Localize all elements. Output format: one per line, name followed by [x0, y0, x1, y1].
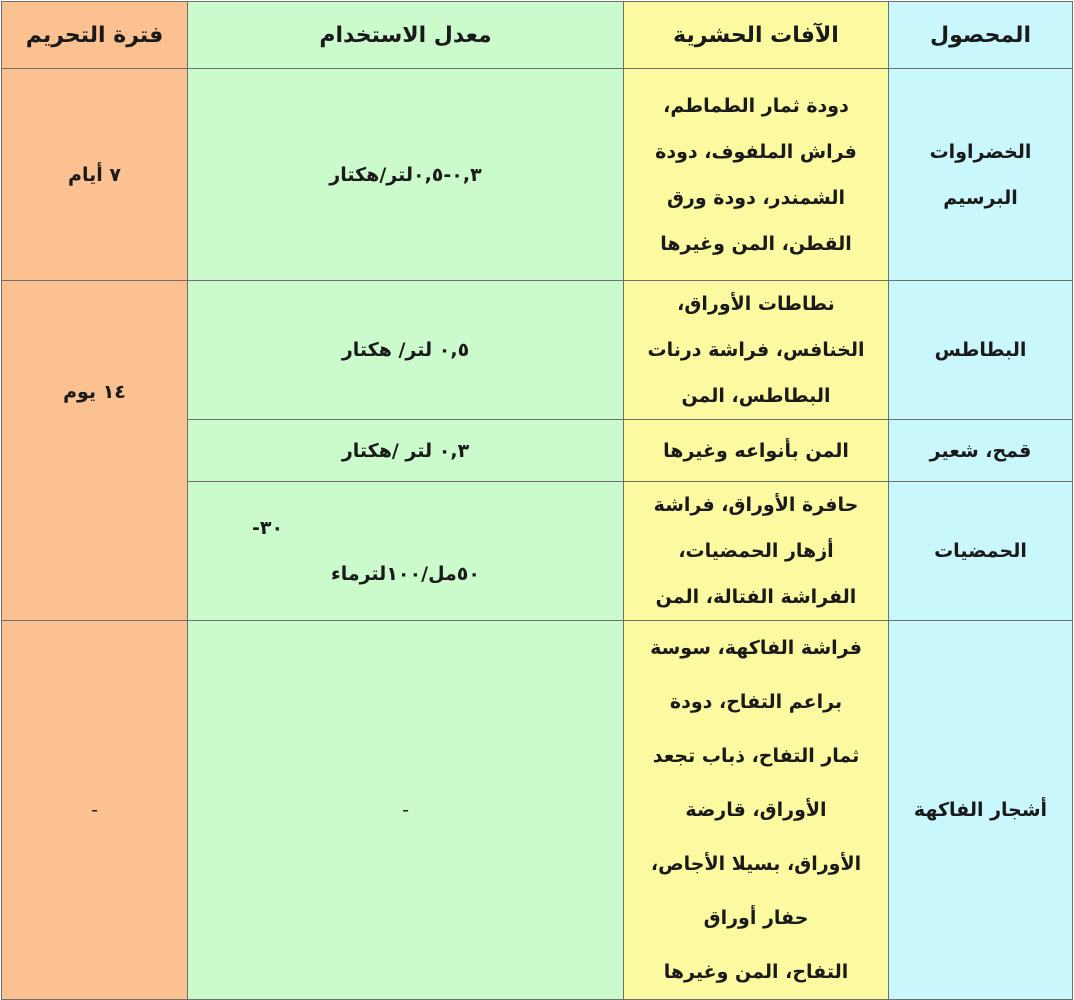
crop-cell: قمح، شعير: [889, 420, 1073, 482]
period-cell: ٧ أيام: [2, 69, 188, 281]
pests-line: ثمار التفاح، ذباب تجعد الأوراق، قارضة: [652, 745, 860, 821]
rate-cell: -: [188, 621, 624, 1000]
crop-line: البرسيم: [943, 186, 1018, 209]
pesticide-table: [1, 1, 1073, 1000]
rate-cell: ٠,٥ لتر/ هكتار: [188, 281, 624, 420]
header-period: فترة التحريم: [2, 2, 188, 69]
table-row: [2, 69, 1073, 281]
period-cell: -: [2, 621, 188, 1000]
rate-cell: ٠,٣-٠,٥لتر/هكتار: [188, 69, 624, 281]
pests-line: التفاح، المن وغيرها: [663, 961, 849, 983]
crop-cell: الحمضيات: [889, 482, 1073, 621]
rate-cell: ٠,٣ لتر /هكتار: [188, 420, 624, 482]
header-row: [2, 2, 1073, 69]
rate-line: ٣٠-: [252, 517, 284, 539]
pests-line: الفراشة الفتالة، المن: [655, 586, 857, 608]
pests-line: فراشة الفاكهة، سوسة براعم التفاح، دودة: [650, 637, 862, 713]
table-row: [2, 281, 1073, 420]
header-pests: الآفات الحشرية: [624, 2, 889, 69]
header-crop: المحصول: [889, 2, 1073, 69]
pests-line: البطاطس، المن: [681, 385, 831, 407]
pests-line: الشمندر، دودة ورق القطن، المن وغيرها: [660, 186, 852, 255]
pests-cell: المن بأنواعه وغيرها: [624, 420, 889, 482]
pests-cell: [624, 281, 889, 420]
crop-cell: [889, 69, 1073, 281]
pests-cell: [624, 482, 889, 621]
pests-line: حافرة الأوراق، فراشة أزهار الحمضيات،: [653, 494, 859, 562]
header-rate: معدل الاستخدام: [188, 2, 624, 69]
period-cell: ١٤ يوم: [2, 281, 188, 621]
crop-line: الخضراوات: [929, 140, 1032, 163]
pests-line: دودة ثمار الطماطم، فراش الملفوف، دودة: [655, 94, 857, 163]
pests-line: الأوراق، بسيلا الأجاص، حفار أوراق: [650, 853, 862, 929]
crop-cell: البطاطس: [889, 281, 1073, 420]
rate-line: ٥٠مل/١٠٠لترماء: [331, 563, 480, 585]
pests-cell: [624, 69, 889, 281]
rate-cell: [188, 482, 624, 621]
pests-cell: [624, 621, 889, 1000]
table-row: [2, 621, 1073, 1000]
pests-line: نطاطات الأوراق، الخنافس، فراشة درنات: [647, 293, 865, 361]
crop-cell: أشجار الفاكهة: [889, 621, 1073, 1000]
